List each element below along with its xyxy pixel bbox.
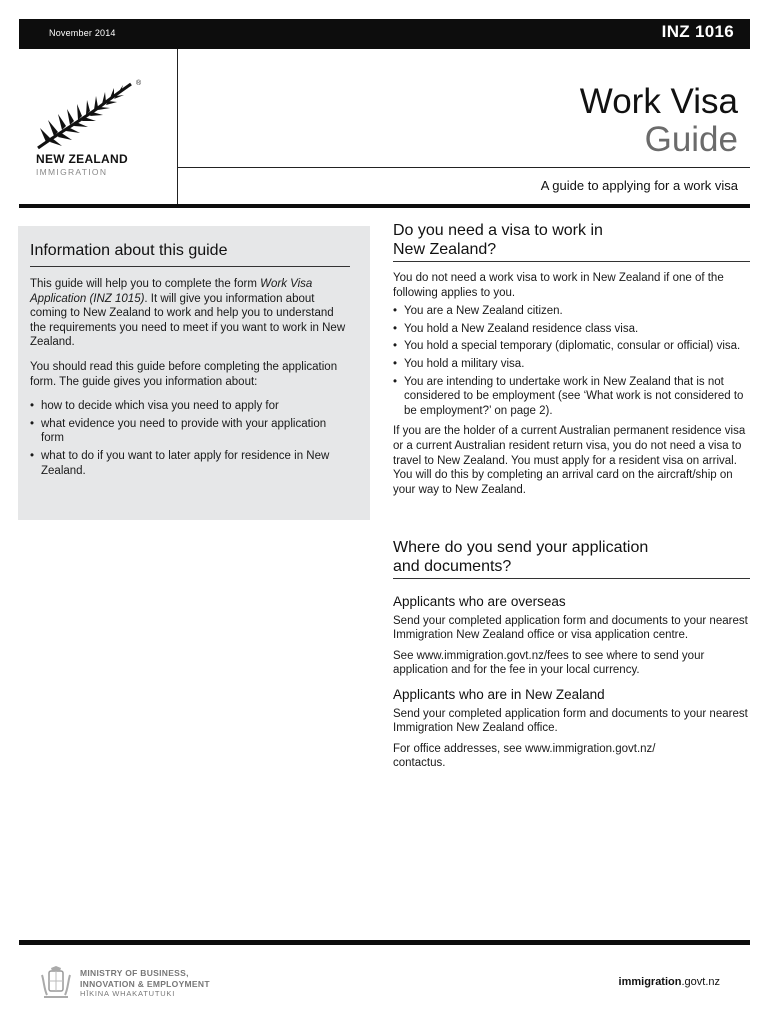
info-box	[18, 226, 370, 520]
list-item: • You hold a military visa.	[393, 357, 750, 372]
header-divider-vertical	[177, 49, 178, 205]
exemption-list	[393, 304, 750, 418]
list-item: • what evidence you need to provide with your application form	[30, 417, 352, 446]
section-rule	[393, 261, 750, 262]
website-domain-bold: immigration	[618, 976, 682, 988]
footer-rule	[19, 940, 750, 945]
list-item: • You are a New Zealand citizen.	[393, 304, 750, 319]
subheading-in-nz: Applicants who are in New Zealand	[393, 686, 605, 702]
overseas-paragraph-2: See www.immigration.govt.nz/fees to see where to send your application and for the fee in your local currency.	[393, 649, 705, 677]
website-link[interactable]	[619, 976, 720, 988]
logo-line-2: IMMIGRATION	[36, 167, 108, 177]
info-paragraph-2: You should read this guide before completing the application form. The guide gives you information about:	[30, 360, 338, 388]
list-item: • You hold a New Zealand residence class visa.	[393, 322, 750, 337]
header-bottom-rule	[19, 204, 750, 208]
coat-of-arms-icon	[38, 965, 74, 1001]
section-heading	[393, 538, 750, 576]
logo-line-1: NEW ZEALAND	[36, 152, 128, 166]
registered-mark: ®	[136, 80, 142, 87]
ministry-name	[80, 968, 210, 1000]
section-rule	[393, 578, 750, 579]
section-body	[393, 595, 750, 771]
publication-date: November 2014	[49, 28, 116, 38]
form-reference: Work Visa Application (INZ 1015)	[30, 278, 313, 305]
in-nz-paragraph-1: Send your completed application form and documents to your nearest Immigration New Zealand office.	[393, 707, 748, 735]
page-title-secondary: Guide	[644, 120, 738, 159]
info-box-heading: Information about this guide	[30, 242, 228, 259]
list-item: • You are intending to undertake work in New Zealand that is not considered to be employment (see ‘What work is not considered to be employment?’ on page 2).	[393, 375, 750, 419]
info-paragraph-1	[30, 277, 352, 350]
section-heading-line2: and documents?	[393, 558, 512, 575]
list-item: • how to decide which visa you need to apply for	[30, 399, 352, 414]
section-heading-line1: Do you need a visa to work in	[393, 222, 603, 239]
list-item: • You hold a special temporary (diplomatic, consular or official) visa.	[393, 339, 750, 354]
nz-immigration-logo	[36, 80, 146, 180]
section-body	[393, 271, 750, 497]
section-heading-line1: Where do you send your application	[393, 539, 649, 556]
info-box-body	[30, 277, 352, 481]
info-para1-text: This guide will help you to complete the form	[30, 278, 261, 290]
page-title: Work Visa	[579, 82, 738, 121]
ministry-line-3: HĪKINA WHAKATUTUKI	[80, 989, 176, 998]
website-domain-rest: .govt.nz	[681, 976, 720, 988]
form-code: INZ 1016	[661, 22, 734, 41]
section-heading	[393, 221, 750, 259]
page-subtitle: A guide to applying for a work visa	[540, 178, 738, 193]
section-send-application	[393, 538, 750, 781]
header-bar	[19, 19, 750, 49]
silver-fern-icon	[36, 80, 146, 152]
section-heading-line2: New Zealand?	[393, 241, 497, 258]
info-box-rule	[30, 266, 350, 267]
section-visa-requirement	[393, 221, 750, 507]
in-nz-paragraph-2: For office addresses, see www.immigration.govt.nz/ contactus.	[393, 742, 656, 770]
overseas-paragraph-1: Send your completed application form and documents to your nearest Immigration New Zealand office or visa application centre.	[393, 614, 748, 642]
ministry-line-2: INNOVATION & EMPLOYMENT	[80, 978, 210, 989]
title-divider	[177, 167, 750, 168]
ministry-line-1: MINISTRY OF BUSINESS,	[80, 968, 189, 978]
subheading-overseas: Applicants who are overseas	[393, 594, 566, 609]
section-intro: You do not need a work visa to work in New Zealand if one of the following applies to you.	[393, 272, 724, 299]
info-bullet-list	[30, 399, 352, 478]
list-item: • what to do if you want to later apply for residence in New Zealand.	[30, 449, 352, 478]
info-para1-text-end: . It will give you information about coming to New Zealand to work and help you to understand the requirements you need to meet if you want to work in New Zealand.	[30, 292, 346, 349]
australian-holder-paragraph: If you are the holder of a current Australian permanent residence visa or a current Australian resident return visa, you do not need a visa to travel to New Zealand. You must apply for a resident visa on arrival. You will do this by completing an arrival card on the aircraft/ship on your way to New Zealand.	[393, 425, 746, 496]
